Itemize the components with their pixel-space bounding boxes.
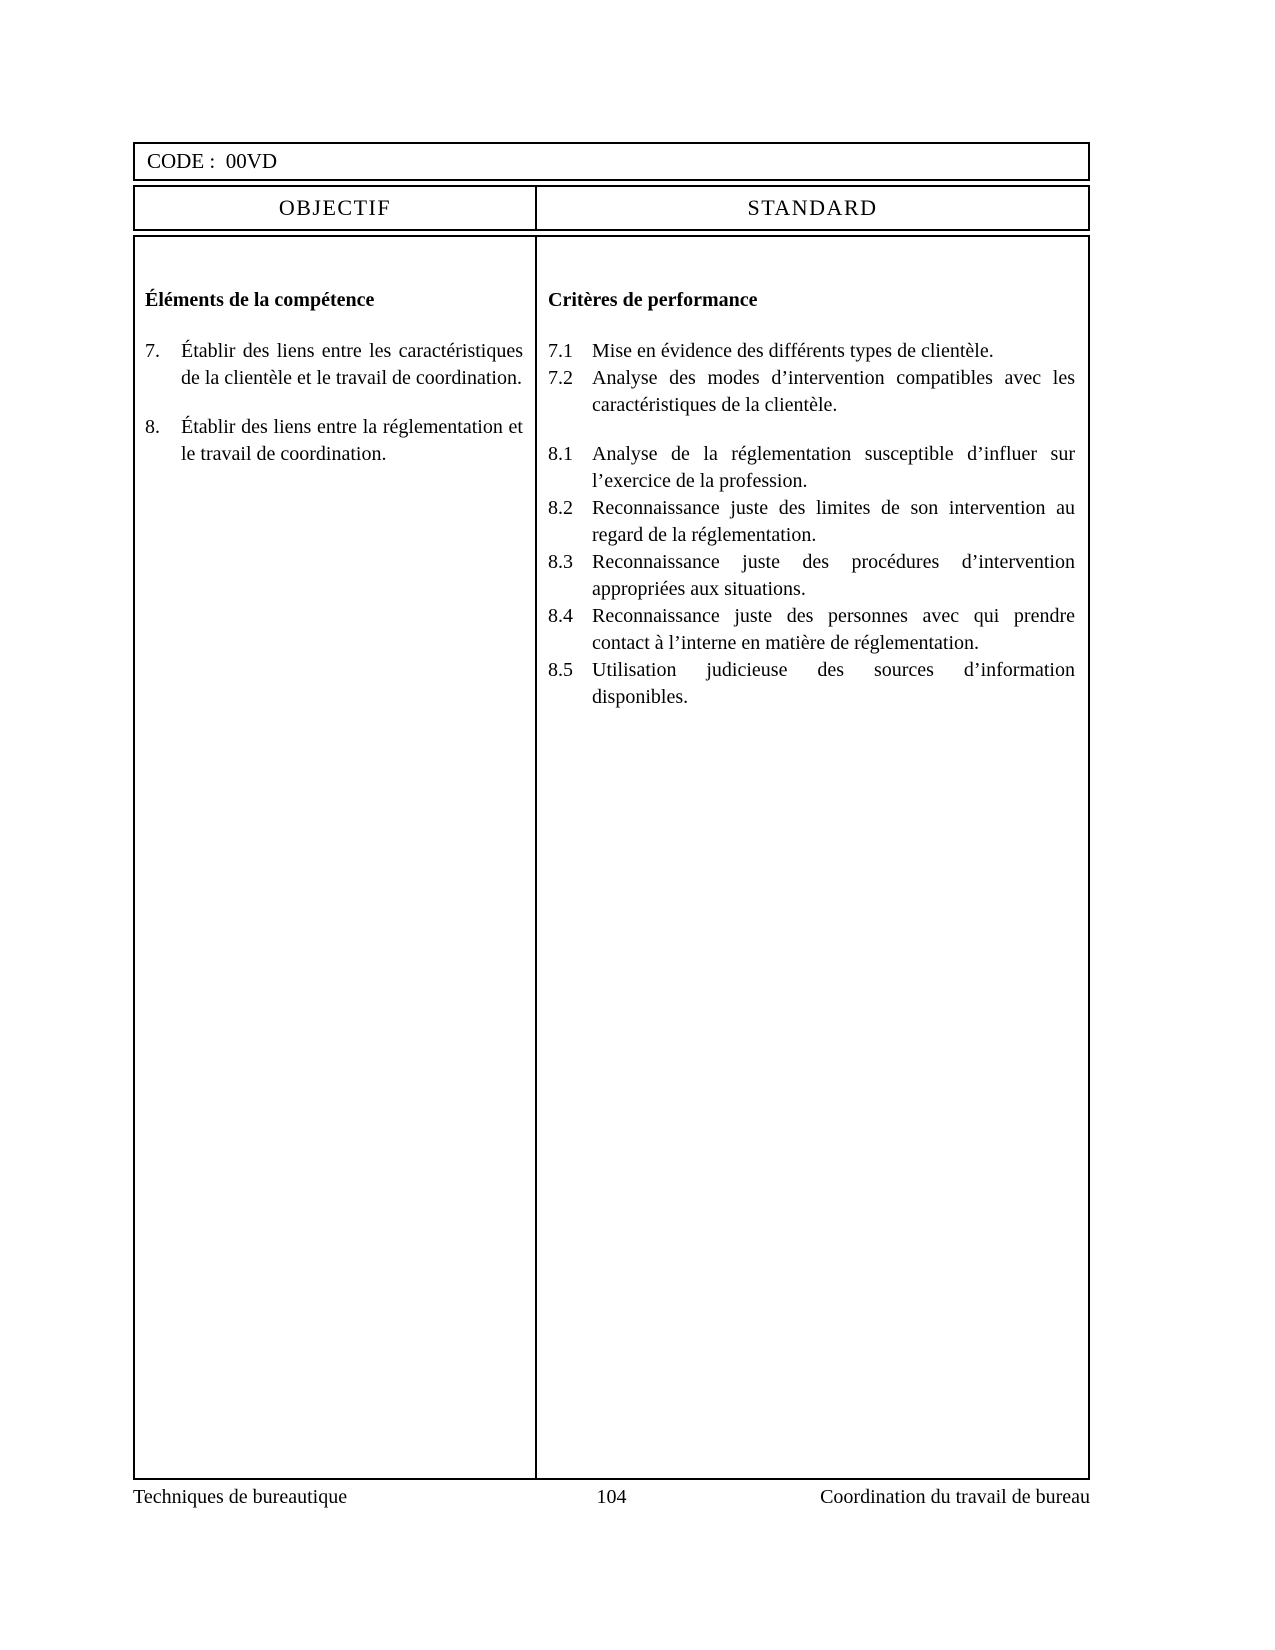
item-number: 8. — [145, 416, 160, 438]
item-text: Analyse de la réglementation susceptible d’influer sur l’exercice de la profession. — [592, 443, 1075, 492]
item-text: Analyse des modes d’intervention compatibles avec les caractéristiques de la clientèle. — [592, 367, 1075, 416]
column-header-objectif — [135, 187, 537, 229]
objectif-heading: Éléments de la compétence — [145, 289, 375, 311]
criteria-item-8-3 — [548, 549, 1075, 603]
footer-page-number: 104 — [596, 1486, 627, 1508]
item-text: Établir des liens entre la réglementation et le travail de coordination. — [181, 416, 523, 465]
item-text: Utilisation judicieuse des sources d’information disponibles. — [592, 659, 1075, 708]
footer-right-text: Coordination du travail de bureau — [820, 1486, 1090, 1508]
code-box — [133, 142, 1090, 181]
item-text: Reconnaissance juste des limites de son intervention au regard de la réglementation. — [592, 497, 1075, 546]
criteria-group-7 — [548, 338, 1075, 419]
objectif-item-8 — [145, 414, 523, 468]
standard-heading: Critères de performance — [548, 289, 758, 311]
objectif-column — [135, 237, 537, 1478]
item-text: Établir des liens entre les caractéristiques de la clientèle et le travail de coordination. — [181, 340, 523, 389]
item-number: 7.1 — [548, 340, 573, 362]
table-header-row — [133, 185, 1090, 231]
code-label: CODE : 00VD — [147, 149, 278, 173]
criteria-group-8 — [548, 441, 1075, 711]
standard-column — [537, 237, 1088, 1478]
table-body — [133, 235, 1090, 1480]
item-number: 7. — [145, 340, 160, 362]
criteria-item-8-1 — [548, 441, 1075, 495]
criteria-item-8-2 — [548, 495, 1075, 549]
footer-left-text: Techniques de bureautique — [133, 1486, 348, 1508]
item-text: Reconnaissance juste des personnes avec qui prendre contact à l’interne en matière de réglementation. — [592, 605, 1075, 654]
item-number: 7.2 — [548, 367, 573, 389]
item-text: Reconnaissance juste des procédures d’intervention appropriées aux situations. — [592, 551, 1075, 600]
item-number: 8.1 — [548, 443, 573, 465]
column-header-standard — [537, 187, 1088, 229]
item-text: Mise en évidence des différents types de clientèle. — [592, 340, 994, 362]
item-number: 8.4 — [548, 605, 573, 627]
page-footer — [133, 1486, 1090, 1509]
criteria-item-7-2 — [548, 365, 1075, 419]
criteria-item-8-4 — [548, 603, 1075, 657]
objectif-header-label: OBJECTIF — [278, 195, 392, 220]
item-number: 8.5 — [548, 659, 573, 681]
item-number: 8.3 — [548, 551, 573, 573]
standard-header-label: STANDARD — [747, 195, 878, 220]
item-number: 8.2 — [548, 497, 573, 519]
objectif-item-7 — [145, 338, 523, 392]
criteria-item-8-5 — [548, 657, 1075, 711]
criteria-item-7-1 — [548, 338, 1075, 365]
